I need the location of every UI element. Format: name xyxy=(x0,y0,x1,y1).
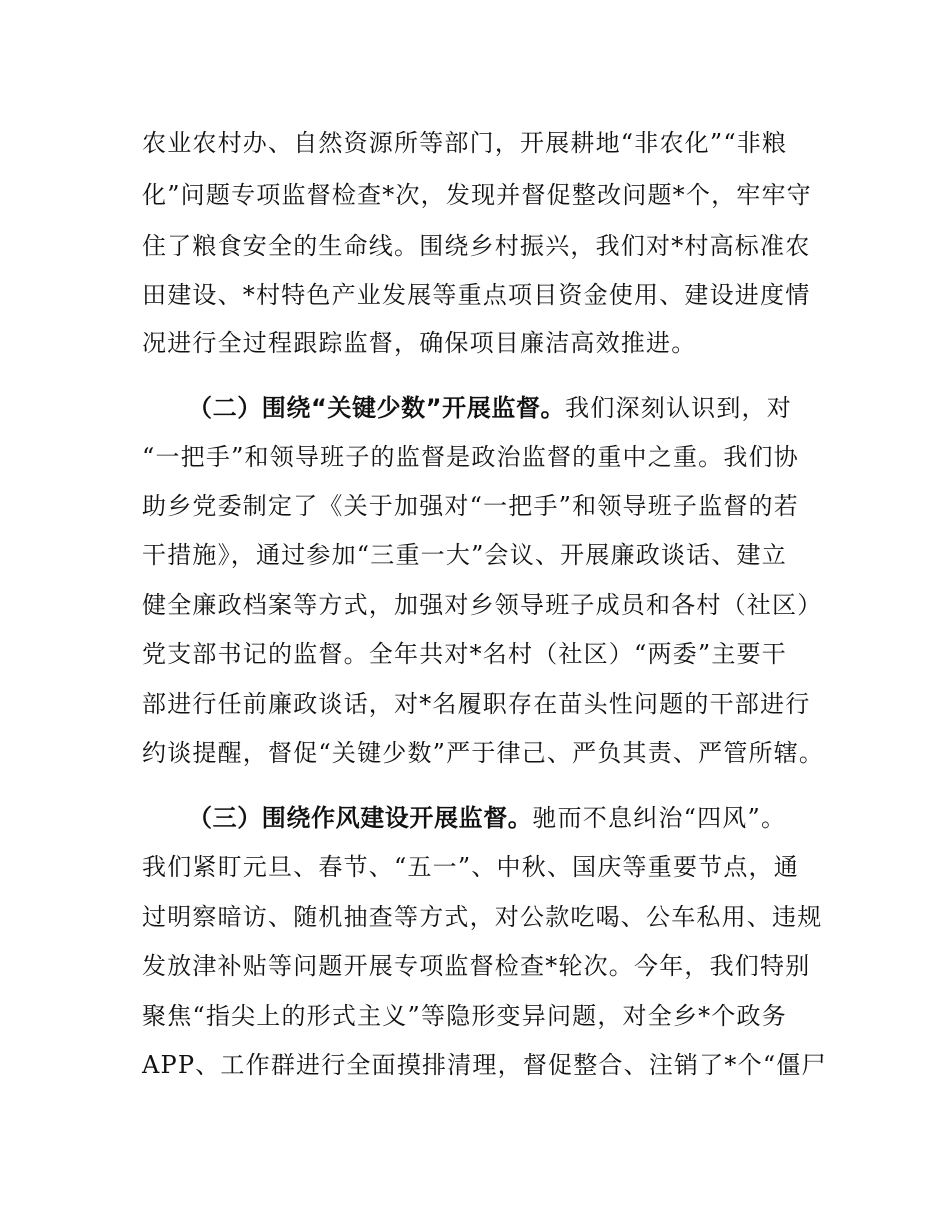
text-line: 况进行全过程跟踪监督，确保项目廉洁高效推进。 xyxy=(142,329,697,357)
text-line: 约谈提醒，督促“关键少数”严于律己、严负其责、严管所辖。 xyxy=(142,739,825,767)
text-line: 党支部书记的监督。全年共对*名村（社区）“两委”主要干 xyxy=(142,640,787,668)
text-line: 农业农村办、自然资源所等部门，开展耕地“非农化”“非粮 xyxy=(142,129,788,157)
text-line xyxy=(188,392,792,424)
text-line: 化”问题专项监督检查*次，发现并督促整改问题*个，牢牢守 xyxy=(142,181,812,209)
section-heading: （三）围绕作风建设开展监督。 xyxy=(188,804,533,832)
text-run: 驰而不息纠治“四风”。 xyxy=(532,804,787,832)
text-line: 住了粮食安全的生命线。围绕乡村振兴，我们对*村高标准农 xyxy=(142,232,811,260)
text-line xyxy=(188,802,786,834)
text-line: 部进行任前廉政谈话，对*名履职存在苗头性问题的干部进行 xyxy=(142,690,811,718)
text-line: 过明察暗访、随机抽查等方式，对公款吃喝、公车私用、违规 xyxy=(142,903,823,931)
text-line: 我们紧盯元旦、春节、“五一”、中秋、国庆等重要节点，通 xyxy=(142,853,799,881)
section-heading: （二）围绕“关键少数”开展监督。 xyxy=(188,394,566,422)
text-run: 我们深刻认识到，对 xyxy=(565,394,792,422)
text-line: 聚焦“指尖上的形式主义”等隐形变异问题，对全乡*个政务 xyxy=(142,1002,787,1030)
text-line: 发放津补贴等问题开展专项监督检查*轮次。今年，我们特别 xyxy=(142,952,811,980)
text-line: 干措施》，通过参加“三重一大”会议、开展廉政谈话、建立 xyxy=(142,541,787,569)
text-line: 助乡党委制定了《关于加强对“一把手”和领导班子监督的若 xyxy=(142,492,799,520)
text-line: APP、工作群进行全面摸排清理，督促整合、注销了*个“僵尸 xyxy=(142,1051,827,1079)
text-line: 田建设、*村特色产业发展等重点项目资金使用、建设进度情 xyxy=(142,281,811,309)
text-line: 健全廉政档案等方式，加强对乡领导班子成员和各村（社区） xyxy=(142,591,823,619)
text-line: “一把手”和领导班子的监督是政治监督的重中之重。我们协 xyxy=(142,443,799,471)
